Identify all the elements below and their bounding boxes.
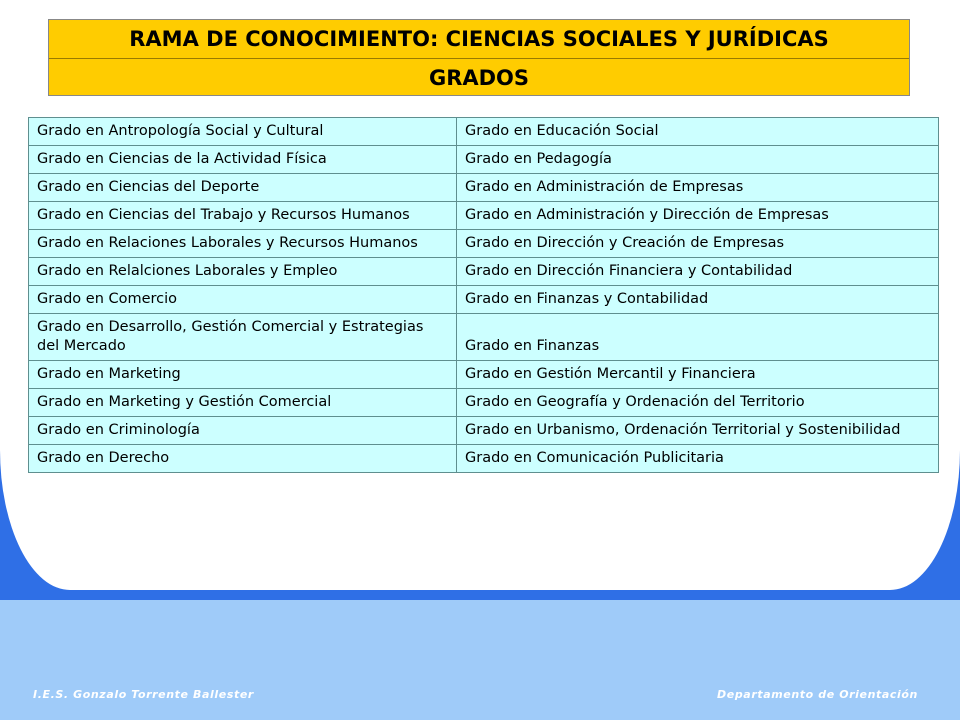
table-cell-right: Grado en Pedagogía — [457, 146, 939, 174]
table-cell-left: Grado en Comercio — [29, 286, 457, 314]
footer-school: I.E.S. Gonzalo Torrente Ballester — [33, 688, 254, 701]
table-cell-left: Grado en Ciencias del Trabajo y Recursos Humanos — [29, 202, 457, 230]
page-title: RAMA DE CONOCIMIENTO: CIENCIAS SOCIALES Y JURÍDICAS — [49, 20, 909, 59]
table-cell-left: Grado en Antropología Social y Cultural — [29, 118, 457, 146]
table-row — [29, 417, 939, 445]
page-subtitle: GRADOS — [428, 66, 530, 90]
table-cell-left: Grado en Ciencias del Deporte — [29, 174, 457, 202]
table-cell-right: Grado en Dirección Financiera y Contabilidad — [457, 258, 939, 286]
table-cell-right: Grado en Urbanismo, Ordenación Territorial y Sostenibilidad — [457, 417, 939, 445]
grados-table — [28, 117, 939, 473]
table-row — [29, 202, 939, 230]
table-cell-left: Grado en Marketing — [29, 361, 457, 389]
table-row — [29, 258, 939, 286]
footer-department: Departamento de Orientación — [717, 688, 918, 701]
footer — [0, 688, 960, 708]
table-row — [29, 389, 939, 417]
table-row — [29, 445, 939, 473]
table-cell-right: Grado en Dirección y Creación de Empresas — [457, 230, 939, 258]
table-row — [29, 118, 939, 146]
table-cell-right: Grado en Finanzas y Contabilidad — [457, 286, 939, 314]
table-cell-left: Grado en Relalciones Laborales y Empleo — [29, 258, 457, 286]
table-cell-right: Grado en Gestión Mercantil y Financiera — [457, 361, 939, 389]
table-cell-left: Grado en Ciencias de la Actividad Física — [29, 146, 457, 174]
title-box — [48, 19, 910, 96]
table-row — [29, 314, 939, 361]
table-cell-right: Grado en Administración y Dirección de Empresas — [457, 202, 939, 230]
table-cell-left: Grado en Relaciones Laborales y Recursos Humanos — [29, 230, 457, 258]
table-row — [29, 230, 939, 258]
table-row — [29, 146, 939, 174]
table-cell-left: Grado en Desarrollo, Gestión Comercial y Estrategias del Mercado — [29, 314, 457, 361]
table-row — [29, 174, 939, 202]
table-cell-right: Grado en Finanzas — [457, 314, 939, 361]
table-cell-right: Grado en Geografía y Ordenación del Territorio — [457, 389, 939, 417]
table-cell-left: Grado en Criminología — [29, 417, 457, 445]
table-row — [29, 361, 939, 389]
table-cell-right: Grado en Administración de Empresas — [457, 174, 939, 202]
table-cell-right: Grado en Educación Social — [457, 118, 939, 146]
table-cell-left: Grado en Derecho — [29, 445, 457, 473]
table-cell-left: Grado en Marketing y Gestión Comercial — [29, 389, 457, 417]
table-cell-right: Grado en Comunicación Publicitaria — [457, 445, 939, 473]
table-row — [29, 286, 939, 314]
